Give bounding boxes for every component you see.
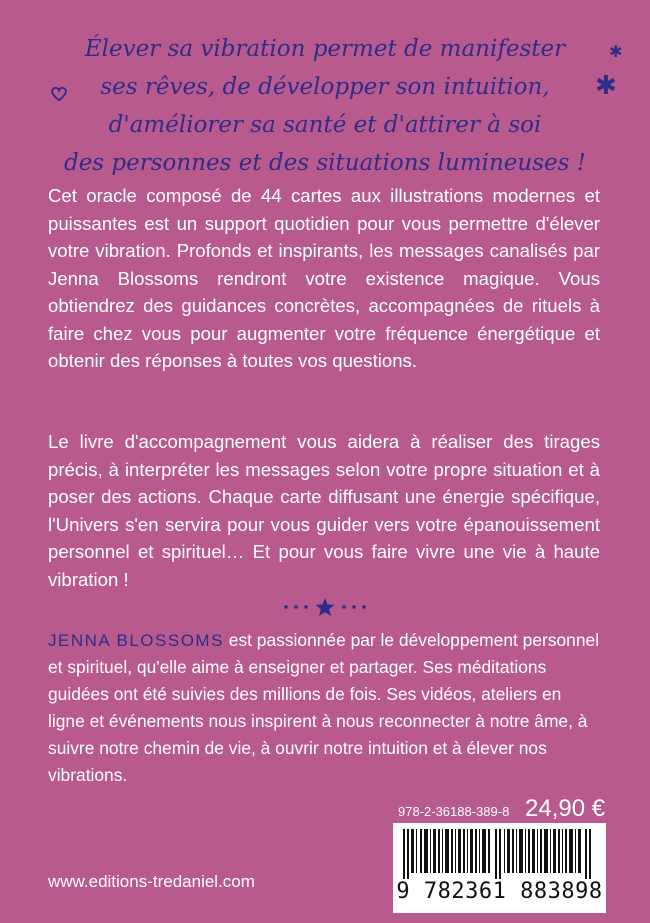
tagline-line-1: Élever sa vibration permet de manifester — [84, 36, 566, 62]
tagline-line-4: des personnes et des situations lumineuses ! — [63, 150, 587, 176]
author-name: JENNA BLOSSOMS — [48, 631, 224, 650]
isbn: 978-2-36188-389-8 — [398, 804, 510, 819]
star-divider-icon — [282, 596, 368, 616]
author-bio — [48, 627, 600, 789]
barcode — [393, 823, 606, 913]
star-icon: ✱ — [595, 70, 617, 100]
tagline — [40, 30, 610, 182]
heart-icon — [50, 85, 68, 103]
tagline-line-3: d'améliorer sa santé et d'attirer à soi — [108, 112, 542, 138]
barcode-bars — [403, 829, 596, 879]
publisher-website: www.editions-tredaniel.com — [48, 872, 255, 891]
author-bio-text: est passionnée par le développement personnel et spirituel, qu'elle aime à enseigner et partager. Ses méditations guidées ont été suivies des millions de fois. Ses vidéos, ateliers en ligne et événements nous inspirent à nous reconnecter à notre âme, à suivre notre chemin de vie, à ouvrir notre intuition et à élever nos vibrations. — [48, 630, 600, 785]
barcode-digits: 9 782361 883898 — [396, 879, 603, 904]
price: 24,90 € — [525, 795, 606, 822]
star-icon: ✱ — [609, 44, 623, 61]
description-paragraph-1: Cet oracle composé de 44 cartes aux illustrations modernes et puissantes est un support quotidien pour vous permettre d'élever votre vibration. Profonds et inspirants, les messages canalisés par Jenna Blossoms rendront votre existence magique. Vous obtiendrez des guidances concrètes, accompagnées de rituels à faire chez vous pour augmenter votre fréquence énergétique et obtenir des réponses à toutes vos questions. — [48, 185, 600, 371]
description-paragraph-2: Le livre d'accompagnement vous aidera à réaliser des tirages précis, à interpréter les messages selon votre propre situation et à poser des actions. Chaque carte diffusant une énergie spécifique, l'Univers s'en servira pour vous guider vers votre épanouissement personnel et spirituel… Et pour vous faire vivre une vie à haute vibration ! — [48, 431, 600, 590]
tagline-line-2: ses rêves, de développer son intuition, — [100, 74, 550, 100]
